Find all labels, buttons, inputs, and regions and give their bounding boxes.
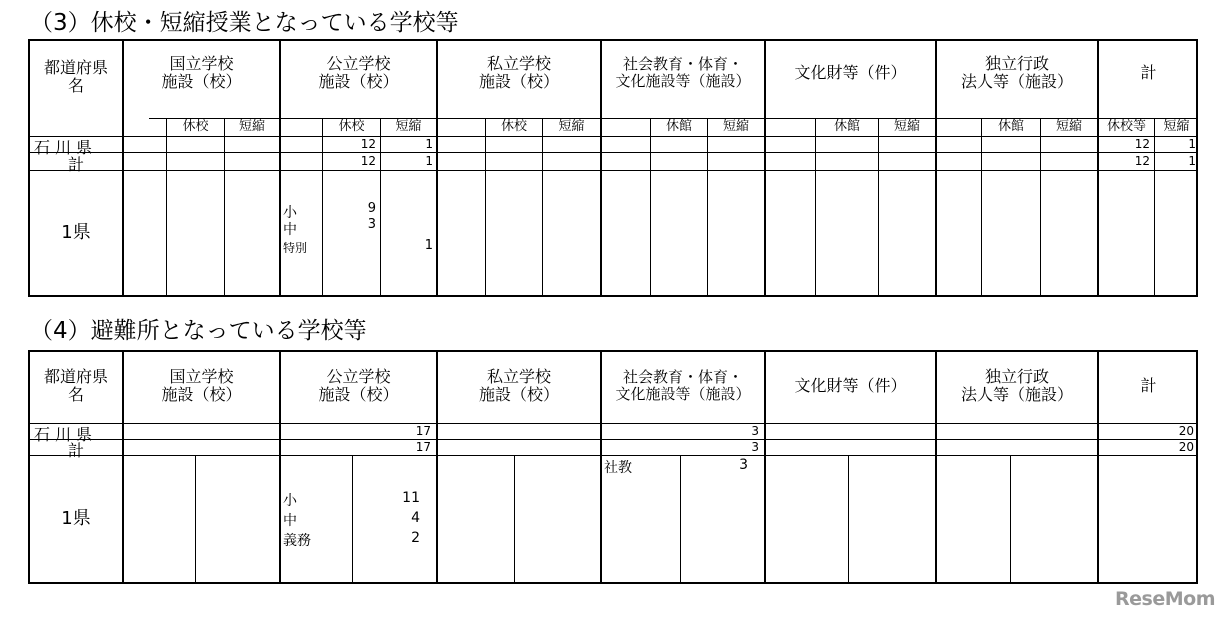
cell-public: 17 [415, 440, 431, 454]
subheader-tanshuku: 短縮 [238, 119, 265, 135]
shelter-table [28, 350, 1198, 584]
cell-total-tanshuku: 1 [1188, 137, 1196, 151]
detail-social-type: 社教 [604, 460, 632, 476]
subheader-kyuko: 休校 [500, 119, 527, 135]
header-total: 計 [1140, 62, 1157, 82]
cell-public-kyuko: 12 [360, 154, 376, 168]
subheader-kyukoto: 休校等 [1106, 119, 1146, 135]
detail-social-count: 3 [739, 457, 748, 473]
subheader-tanshuku: 短縮 [558, 119, 585, 135]
detail-type: 特別 [283, 241, 308, 255]
detail-public-count: 4 [411, 510, 420, 526]
header-agency: 独立行政 法人等（施設） [960, 366, 1073, 404]
detail-label: 1県 [61, 221, 91, 243]
detail-type: 中 [283, 222, 297, 238]
header-total: 計 [1140, 375, 1157, 395]
cell-total-kyuko: 12 [1134, 137, 1150, 151]
header-prefecture: 都道府県 名 [43, 366, 108, 404]
header-national: 国立学校 施設（校） [161, 53, 242, 91]
detail-type: 義務 [283, 533, 311, 549]
header-private: 私立学校 施設（校） [478, 53, 559, 91]
row-name-ishikawa: 石 川 県 [34, 138, 93, 157]
header-public: 公立学校 施設（校） [318, 53, 399, 91]
header-agency: 独立行政 法人等（施設） [960, 53, 1073, 91]
detail-type: 中 [283, 513, 297, 529]
section3-title: （3）休校・短縮授業となっている学校等 [30, 10, 459, 36]
resemom-logo: ReseMom [1115, 588, 1215, 610]
header-cultural: 文化財等（件） [794, 62, 907, 82]
cell-public-tanshuku: 1 [425, 154, 433, 168]
row-name-total: 計 [67, 441, 84, 460]
detail-public-count: 11 [402, 490, 420, 506]
cell-total: 20 [1178, 424, 1194, 438]
cell-total: 20 [1178, 440, 1194, 454]
subheader-tanshuku: 短縮 [1163, 119, 1190, 135]
cell-public-tanshuku: 1 [425, 137, 433, 151]
section4-title: （4）避難所となっている学校等 [30, 318, 367, 344]
subheader-kyuko: 休校 [338, 119, 365, 135]
row-name-total: 計 [67, 155, 84, 174]
subheader-kyukan: 休館 [833, 119, 860, 135]
header-public: 公立学校 施設（校） [318, 366, 399, 404]
closure-table [28, 39, 1198, 297]
subheader-kyukan: 休館 [997, 119, 1024, 135]
header-social: 社会教育・体育・ 文化施設等（施設） [615, 54, 751, 90]
subheader-kyuko: 休校 [182, 119, 209, 135]
detail-type: 小 [283, 493, 297, 509]
subheader-tanshuku: 短縮 [1055, 119, 1082, 135]
cell-total-tanshuku: 1 [1188, 154, 1196, 168]
header-social: 社会教育・体育・ 文化施設等（施設） [615, 367, 751, 403]
cell-social: 3 [751, 440, 759, 454]
detail-public-count: 2 [411, 530, 420, 546]
detail-label: 1県 [61, 507, 91, 529]
cell-social: 3 [751, 424, 759, 438]
header-national: 国立学校 施設（校） [161, 366, 242, 404]
subheader-tanshuku: 短縮 [395, 119, 422, 135]
header-cultural: 文化財等（件） [794, 375, 907, 395]
detail-type: 小 [283, 205, 297, 221]
header-private: 私立学校 施設（校） [478, 366, 559, 404]
subheader-kyukan: 休館 [665, 119, 692, 135]
cell-total-kyuko: 12 [1134, 154, 1150, 168]
subheader-tanshuku: 短縮 [722, 119, 749, 135]
detail-public-tanshuku: 1 [424, 238, 433, 253]
cell-public-kyuko: 12 [360, 137, 376, 151]
detail-public-kyuko: 3 [367, 217, 376, 232]
row-name-ishikawa: 石 川 県 [34, 425, 93, 444]
header-prefecture: 都道府県 名 [43, 57, 108, 95]
subheader-tanshuku: 短縮 [893, 119, 920, 135]
detail-public-kyuko: 9 [367, 201, 376, 216]
cell-public: 17 [415, 424, 431, 438]
